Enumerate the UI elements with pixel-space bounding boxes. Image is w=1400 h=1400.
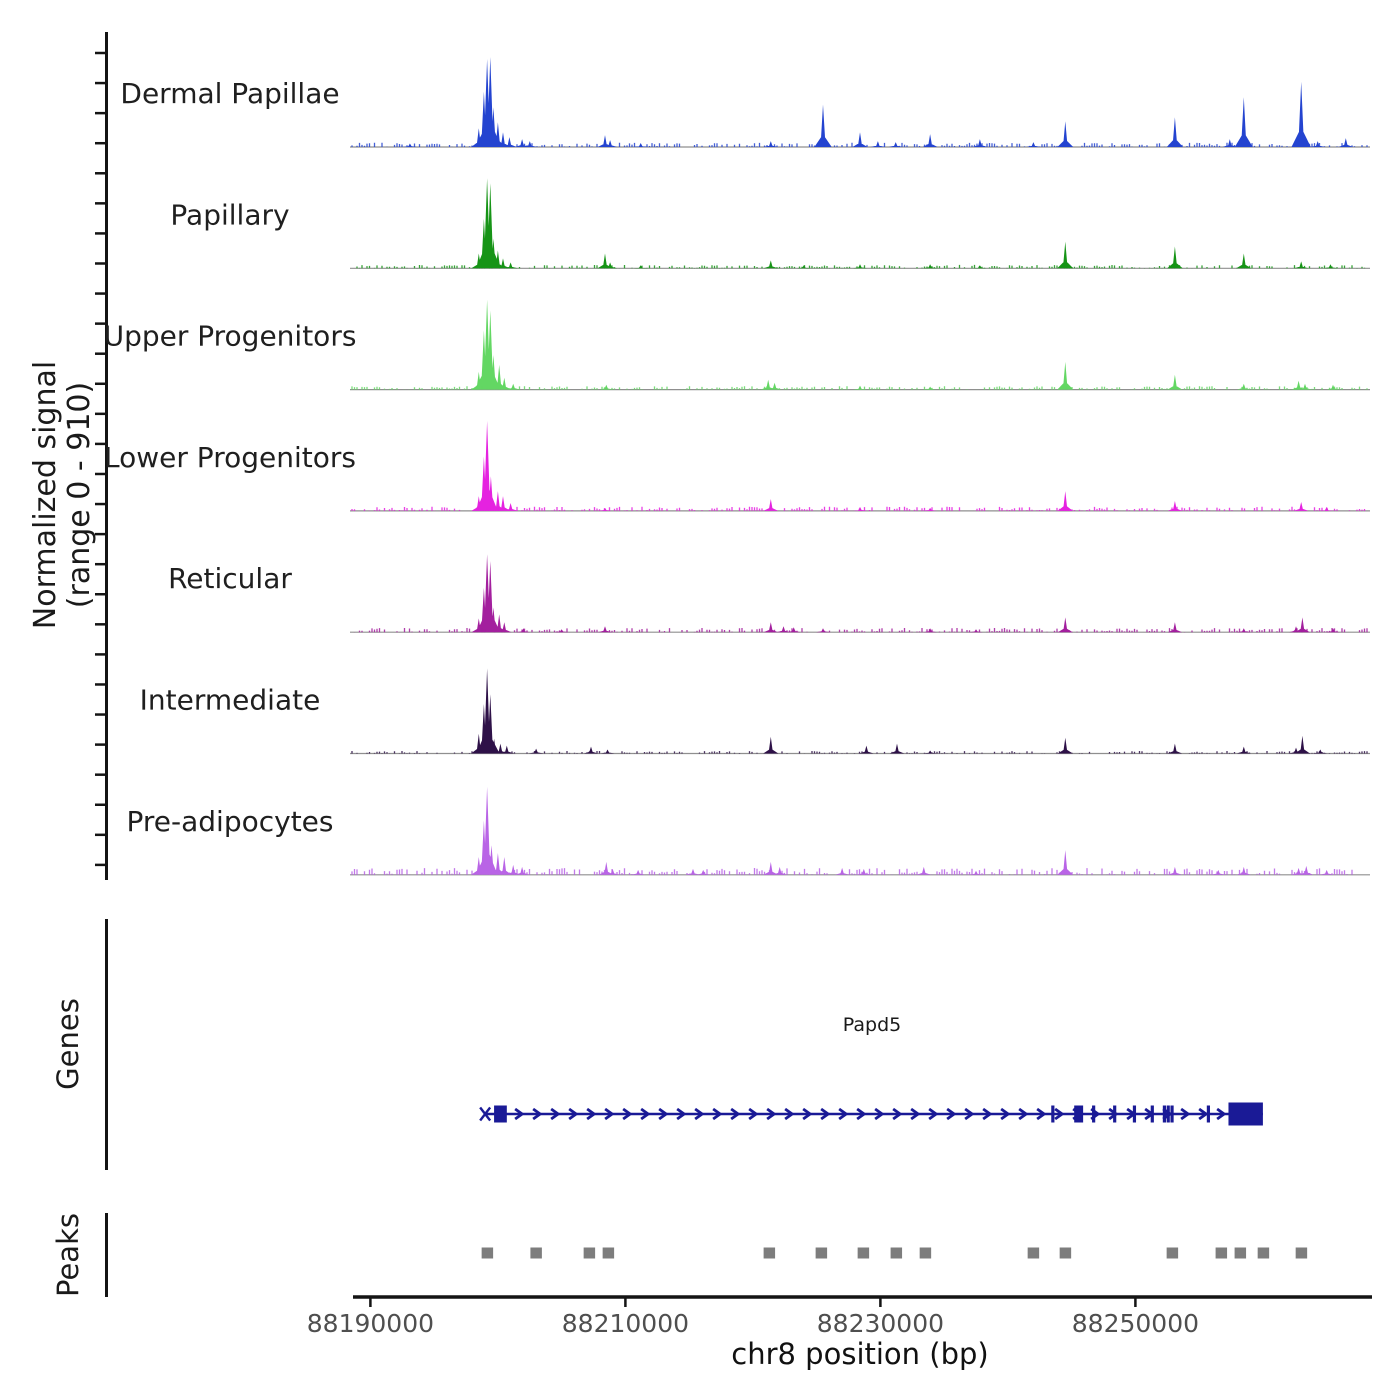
signal-track-pre-adipocytes [127,787,1371,875]
track-label: Intermediate [139,683,321,717]
peak-marker [482,1248,493,1259]
peak-marker [603,1248,614,1259]
peak-marker [1296,1248,1307,1259]
peak-marker [891,1248,902,1259]
gene-exon [1228,1103,1262,1126]
x-axis [307,1297,1372,1371]
peak-marker [1028,1248,1039,1259]
gene-exon [1051,1106,1054,1123]
peak-marker [584,1248,595,1259]
signal-area [471,421,1333,511]
peak-marker [1216,1248,1227,1259]
peak-markers [482,1248,1307,1259]
gene-exon [1113,1106,1116,1123]
signal-area [471,554,1340,632]
track-label: Dermal Papillae [120,77,340,110]
gene-exon [1163,1106,1166,1123]
peak-marker [530,1248,541,1259]
signal-area [471,668,1327,753]
signal-area [403,57,1353,147]
signal-track-upper-progenitors [104,300,1370,390]
signal-track-dermal-papillae [120,57,1370,147]
peak-marker [1167,1248,1178,1259]
gene-exon [1074,1106,1083,1123]
peak-marker [764,1248,775,1259]
track-label: Pre-adipocytes [126,804,334,838]
gene-exon [1151,1106,1154,1123]
signal-area [471,178,1337,268]
signal-tracks [104,57,1370,875]
signal-area [471,787,1333,875]
track-label: Papillary [170,198,290,232]
signal-track-intermediate [140,668,1370,753]
peak-marker [1235,1248,1246,1259]
x-axis-title: chr8 position (bp) [731,1337,989,1371]
track-label: Reticular [168,562,292,596]
signal-track-reticular [168,554,1370,632]
x-axis-tick-label: 88250000 [1071,1309,1200,1338]
y-axis-label-line1: Normalized signal [28,360,63,630]
genes-track [51,919,1263,1170]
track-label: Lower Progenitors [104,440,356,474]
genes-axis-label: Genes [51,998,85,1090]
peaks-track [51,1213,1307,1297]
gene-exon [1170,1106,1173,1123]
peaks-axis-label: Peaks [51,1213,85,1297]
peak-marker [816,1248,827,1259]
peak-marker [1258,1248,1269,1259]
y-axis-label-line2: (range 0 - 910) [62,381,97,609]
signal-track-papillary [170,178,1370,268]
gene-exon [1092,1106,1095,1123]
x-axis-tick-label: 88230000 [816,1309,945,1338]
peak-marker [920,1248,931,1259]
track-label: Upper Progenitors [103,319,357,353]
x-axis-tick-label: 88210000 [561,1309,690,1338]
peak-marker [858,1248,869,1259]
peak-marker [1060,1248,1071,1259]
gene-exon [494,1106,507,1123]
x-axis-ticks [307,1297,1199,1338]
signal-area [471,300,1340,390]
gene-exon [1133,1106,1136,1123]
signal-track-lower-progenitors [104,421,1370,511]
x-axis-tick-label: 88190000 [306,1309,435,1338]
gene-model-papd5 [480,1103,1263,1126]
gene-exon [1207,1106,1210,1123]
gene-name-label: Papd5 [842,1014,902,1036]
gene-exon [1167,1106,1170,1123]
